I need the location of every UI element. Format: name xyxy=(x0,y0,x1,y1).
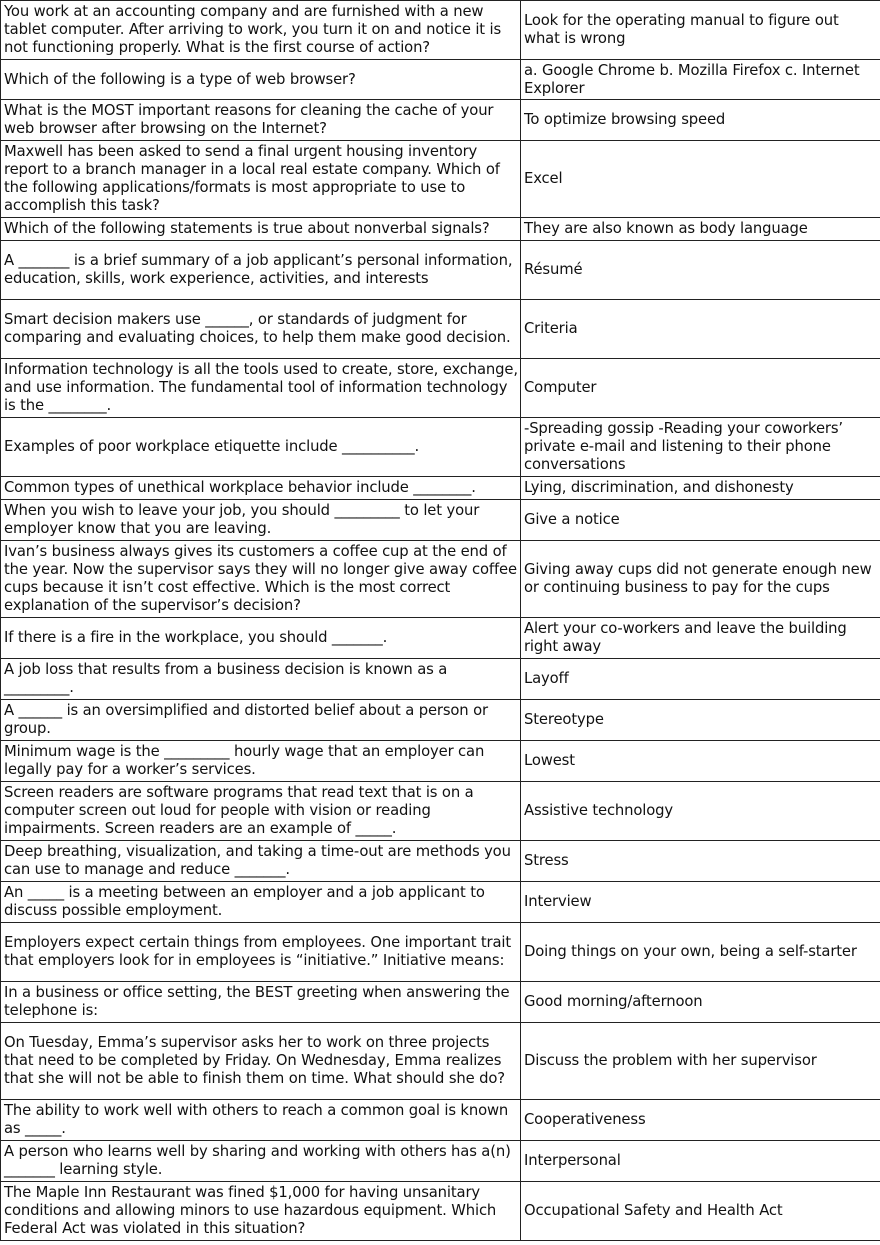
table-row xyxy=(1,359,880,418)
table-row xyxy=(1,1023,880,1100)
answer-cell: Criteria xyxy=(521,300,880,359)
question-cell: A person who learns well by sharing and working with others has a(n) _______ learning style. xyxy=(1,1141,521,1182)
answer-cell: They are also known as body language xyxy=(521,218,880,241)
question-cell: An _____ is a meeting between an employer and a job applicant to discuss possible employment. xyxy=(1,882,521,923)
question-cell: If there is a fire in the workplace, you should _______. xyxy=(1,618,521,659)
question-cell: Minimum wage is the _________ hourly wage that an employer can legally pay for a worker’s services. xyxy=(1,741,521,782)
answer-cell: Look for the operating manual to figure out what is wrong xyxy=(521,1,880,60)
table-row xyxy=(1,882,880,923)
question-cell: A job loss that results from a business decision is known as a _________. xyxy=(1,659,521,700)
table-row xyxy=(1,982,880,1023)
answer-cell: Good morning/afternoon xyxy=(521,982,880,1023)
answer-cell: Give a notice xyxy=(521,500,880,541)
table-row xyxy=(1,1,880,60)
table-row xyxy=(1,700,880,741)
answer-cell: Excel xyxy=(521,141,880,218)
table-row xyxy=(1,541,880,618)
question-cell: You work at an accounting company and are furnished with a new tablet computer. After arriving to work, you turn it on and notice it is not functioning properly. What is the first course of action? xyxy=(1,1,521,60)
question-cell: Information technology is all the tools used to create, store, exchange, and use information. The fundamental tool of information technology is the ________. xyxy=(1,359,521,418)
answer-cell: Lowest xyxy=(521,741,880,782)
question-cell: Smart decision makers use ______, or standards of judgment for comparing and evaluating choices, to help them make good decision. xyxy=(1,300,521,359)
question-cell: Which of the following statements is true about nonverbal signals? xyxy=(1,218,521,241)
table-row xyxy=(1,418,880,477)
table-row xyxy=(1,500,880,541)
answer-cell: Giving away cups did not generate enough new or continuing business to pay for the cups xyxy=(521,541,880,618)
answer-cell: Doing things on your own, being a self-starter xyxy=(521,923,880,982)
table-row xyxy=(1,218,880,241)
question-cell: Screen readers are software programs that read text that is on a computer screen out loud for people with vision or reading impairments. Screen readers are an example of _____. xyxy=(1,782,521,841)
answer-cell: -Spreading gossip -Reading your coworkers’ private e-mail and listening to their phone conversations xyxy=(521,418,880,477)
question-cell: A ______ is an oversimplified and distorted belief about a person or group. xyxy=(1,700,521,741)
question-cell: Common types of unethical workplace behavior include ________. xyxy=(1,477,521,500)
table-row xyxy=(1,477,880,500)
table-row xyxy=(1,782,880,841)
answer-cell: Stereotype xyxy=(521,700,880,741)
answer-cell: Interpersonal xyxy=(521,1141,880,1182)
answer-cell: a. Google Chrome b. Mozilla Firefox c. Internet Explorer xyxy=(521,60,880,100)
table-row xyxy=(1,923,880,982)
answer-cell: Interview xyxy=(521,882,880,923)
answer-cell: Alert your co-workers and leave the building right away xyxy=(521,618,880,659)
question-cell: The ability to work well with others to reach a common goal is known as _____. xyxy=(1,1100,521,1141)
table-row xyxy=(1,841,880,882)
answer-cell: To optimize browsing speed xyxy=(521,100,880,141)
question-cell: In a business or office setting, the BEST greeting when answering the telephone is: xyxy=(1,982,521,1023)
question-cell: On Tuesday, Emma’s supervisor asks her to work on three projects that need to be completed by Friday. On Wednesday, Emma realizes that she will not be able to finish them on time. What should she do? xyxy=(1,1023,521,1100)
answer-cell: Lying, discrimination, and dishonesty xyxy=(521,477,880,500)
table-row xyxy=(1,100,880,141)
table-row xyxy=(1,60,880,100)
question-cell: Employers expect certain things from employees. One important trait that employers look for in employees is “initiative.” Initiative means: xyxy=(1,923,521,982)
table-row xyxy=(1,659,880,700)
question-cell: What is the MOST important reasons for cleaning the cache of your web browser after browsing on the Internet? xyxy=(1,100,521,141)
question-cell: The Maple Inn Restaurant was fined $1,000 for having unsanitary conditions and allowing minors to use hazardous equipment. Which Federal Act was violated in this situation? xyxy=(1,1182,521,1241)
question-cell: Deep breathing, visualization, and taking a time-out are methods you can use to manage and reduce _______. xyxy=(1,841,521,882)
answer-cell: Occupational Safety and Health Act xyxy=(521,1182,880,1241)
table-row xyxy=(1,1182,880,1241)
table-row xyxy=(1,741,880,782)
question-cell: Examples of poor workplace etiquette include __________. xyxy=(1,418,521,477)
table-row xyxy=(1,618,880,659)
answer-cell: Cooperativeness xyxy=(521,1100,880,1141)
answer-cell: Assistive technology xyxy=(521,782,880,841)
question-cell: Which of the following is a type of web browser? xyxy=(1,60,521,100)
table-row xyxy=(1,1100,880,1141)
question-cell: Maxwell has been asked to send a final urgent housing inventory report to a branch manager in a local real estate company. Which of the following applications/formats is most appropriate to use to accomplish this task? xyxy=(1,141,521,218)
table-row xyxy=(1,300,880,359)
question-cell: A _______ is a brief summary of a job applicant’s personal information, education, skills, work experience, activities, and interests xyxy=(1,241,521,300)
question-cell: Ivan’s business always gives its customers a coffee cup at the end of the year. Now the supervisor says they will no longer give away coffee cups because it isn’t cost effective. Which is the most correct explanation of the supervisor’s decision? xyxy=(1,541,521,618)
answer-cell: Résumé xyxy=(521,241,880,300)
table-row xyxy=(1,241,880,300)
answer-cell: Discuss the problem with her supervisor xyxy=(521,1023,880,1100)
table-row xyxy=(1,141,880,218)
answer-cell: Layoff xyxy=(521,659,880,700)
question-cell: When you wish to leave your job, you should _________ to let your employer know that you are leaving. xyxy=(1,500,521,541)
answer-cell: Computer xyxy=(521,359,880,418)
table-row xyxy=(1,1141,880,1182)
answer-cell: Stress xyxy=(521,841,880,882)
